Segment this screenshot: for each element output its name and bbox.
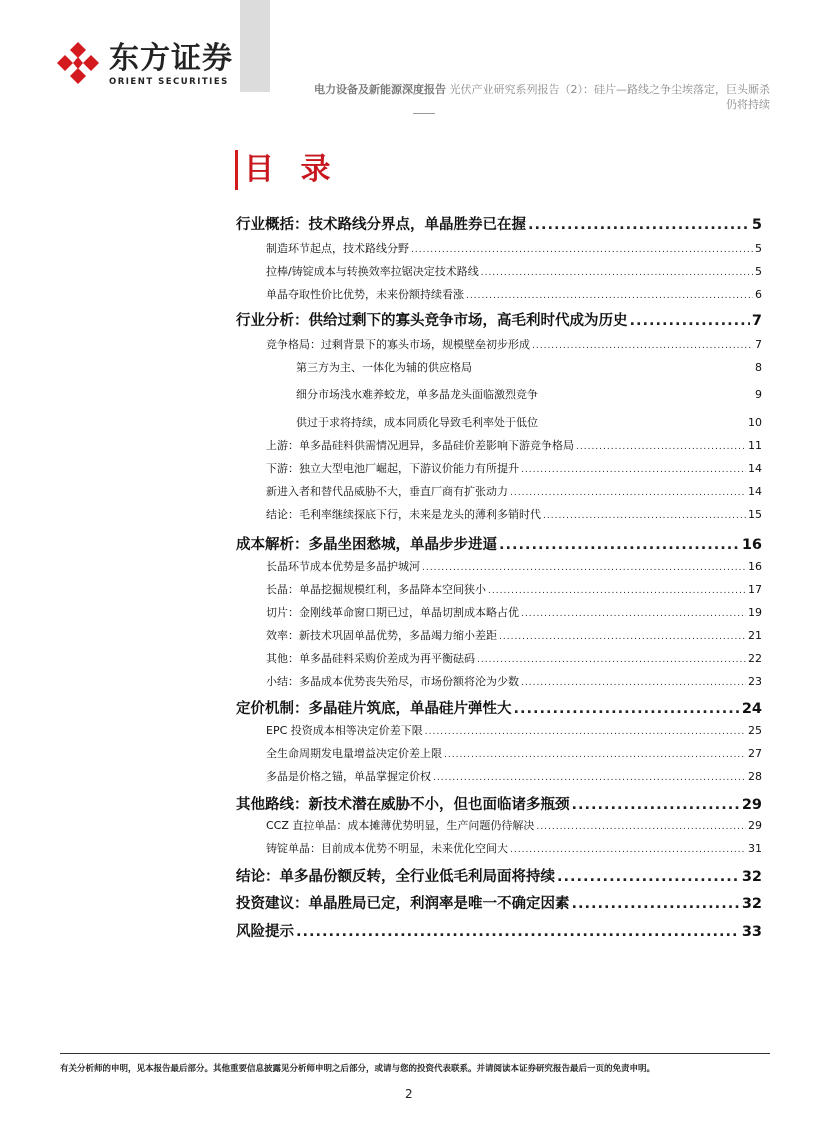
- report-title-line2: 仍将持续: [726, 98, 770, 111]
- toc-entry-leader: [499, 537, 740, 553]
- toc-subsection[interactable]: [236, 627, 762, 643]
- toc-subsection[interactable]: [236, 581, 762, 597]
- toc-subsection[interactable]: [236, 745, 762, 761]
- toc-entry-page: 24: [741, 701, 762, 717]
- toc-entry-page: 8: [755, 361, 762, 374]
- toc-entry-title: 细分市场浅水难养蛟龙，单多晶龙头面临激烈竞争: [296, 388, 538, 401]
- toc-entry-title: 投资建议：单晶胜局已定，利润率是唯一不确定因素: [236, 896, 570, 912]
- toc-entry-title: EPC 投资成本相等决定价差下限: [266, 724, 423, 737]
- toc-entry-page: 15: [748, 508, 762, 521]
- toc-subsection[interactable]: [236, 286, 762, 302]
- toc-entry-title: 成本解析：多晶坐困愁城，单晶步步进逼: [236, 537, 497, 553]
- logo-english-name: ORIENT SECURITIES: [109, 76, 229, 87]
- toc-entry-title: 定价机制：多晶硅片筑底，单晶硅片弹性大: [236, 701, 512, 717]
- toc-entry-title: 效率：新技术巩固单晶优势，多晶竭力缩小差距: [266, 629, 497, 642]
- toc-entry-leader: [296, 924, 740, 940]
- toc-entry-page: 23: [748, 675, 762, 688]
- toc-entry-leader: [481, 268, 753, 278]
- toc-entry-page: 5: [751, 217, 762, 233]
- toc-entry-leader: [510, 845, 746, 855]
- toc-subsection[interactable]: [236, 263, 762, 279]
- toc-entry-page: 5: [755, 242, 762, 255]
- toc-entry-leader: [543, 511, 746, 521]
- toc-section[interactable]: [236, 920, 762, 941]
- toc-entry-page: 31: [748, 842, 762, 855]
- toc-entry-title: 单晶夺取性价比优势，未来份额持续看涨: [266, 288, 464, 301]
- toc-entry-leader: [521, 678, 746, 688]
- toc-entry-title: 第三方为主、一体化为辅的供应格局: [296, 361, 472, 374]
- header-divider: [413, 113, 435, 114]
- report-header: [270, 82, 770, 112]
- toc-entry-title: 风险提示: [236, 924, 294, 940]
- toc-entry-page: 17: [748, 583, 762, 596]
- toc-entry-leader: [521, 609, 746, 619]
- toc-entry-leader: [514, 701, 740, 717]
- toc-subsection[interactable]: [236, 558, 762, 574]
- toc-entry-page: 33: [741, 924, 762, 940]
- toc-entry-title: 上游：单多晶硅料供需情况迥异，多晶硅价差影响下游竞争格局: [266, 439, 574, 452]
- toc-section[interactable]: [236, 213, 762, 234]
- toc-entry-leader: [532, 341, 753, 351]
- toc-section[interactable]: [236, 533, 762, 554]
- toc-subsection[interactable]: [236, 768, 762, 784]
- toc-subsection[interactable]: [236, 650, 762, 666]
- toc-entry-page: 27: [748, 747, 762, 760]
- toc-entry-page: 5: [755, 265, 762, 278]
- toc-entry-leader: [528, 217, 750, 233]
- toc-entry-title: 切片：金刚线革命窗口期已过，单晶切割成本略占优: [266, 606, 519, 619]
- toc-entry-page: 6: [755, 288, 762, 301]
- toc-entry-leader: [536, 822, 746, 832]
- toc-subsubsection[interactable]: [236, 414, 762, 430]
- toc-entry-page: 7: [755, 338, 762, 351]
- company-logo: [55, 40, 233, 90]
- toc-entry-leader: [557, 869, 740, 885]
- toc-entry-title: 下游：独立大型电池厂崛起，下游议价能力有所提升: [266, 462, 519, 475]
- toc-subsection[interactable]: [236, 604, 762, 620]
- toc-entry-page: 29: [741, 797, 762, 813]
- report-category: 电力设备及新能源深度报告: [314, 83, 446, 96]
- toc-subsection[interactable]: [236, 817, 762, 833]
- toc-entry-leader: [572, 797, 740, 813]
- toc-entry-leader: [488, 586, 746, 596]
- toc-entry-page: 32: [741, 869, 762, 885]
- toc-entry-leader: [576, 442, 746, 452]
- toc-entry-leader: [425, 727, 746, 737]
- toc-entry-page: 9: [755, 388, 762, 401]
- toc-entry-title: 行业分析：供给过剩下的寡头竞争市场，高毛利时代成为历史: [236, 313, 628, 329]
- toc-subsection[interactable]: [236, 336, 762, 352]
- toc-section[interactable]: [236, 793, 762, 814]
- toc-subsubsection[interactable]: [236, 359, 762, 375]
- toc-section[interactable]: [236, 892, 762, 913]
- toc-entry-leader: [572, 896, 740, 912]
- toc-entry-title: 其他路线：新技术潜在威胁不小，但也面临诸多瓶颈: [236, 797, 570, 813]
- toc-section[interactable]: [236, 309, 762, 330]
- toc-title: 目 录: [235, 150, 338, 190]
- toc-entry-leader: [466, 291, 753, 301]
- footer-disclaimer: 有关分析师的申明，见本报告最后部分。其他重要信息披露见分析师申明之后部分，或请与您的投资代表联系。并请阅读本证券研究报告最后一页的免责申明。: [60, 1064, 656, 1074]
- report-title-line1: 光伏产业研究系列报告（2）：硅片—路线之争尘埃落定，巨头厮杀: [449, 83, 770, 96]
- toc-entry-page: 29: [748, 819, 762, 832]
- toc-entry-page: 14: [748, 485, 762, 498]
- toc-subsection[interactable]: [236, 722, 762, 738]
- toc-entry-page: 16: [741, 537, 762, 553]
- toc-entry-leader: [521, 465, 746, 475]
- orient-logo-icon: [55, 40, 101, 90]
- toc-entry-page: 21: [748, 629, 762, 642]
- toc-entry-page: 10: [748, 416, 762, 429]
- page-number: 2: [405, 1087, 413, 1101]
- toc-entry-page: 16: [748, 560, 762, 573]
- toc-entry-page: 32: [741, 896, 762, 912]
- toc-entry-leader: [444, 750, 746, 760]
- toc-entry-title: 新进入者和替代品威胁不大，垂直厂商有扩张动力: [266, 485, 508, 498]
- toc-entry-title: 长晶环节成本优势是多晶护城河: [266, 560, 420, 573]
- toc-subsection[interactable]: [236, 483, 762, 499]
- toc-entry-leader: [433, 773, 746, 783]
- toc-entry-page: 25: [748, 724, 762, 737]
- toc-subsection[interactable]: [236, 840, 762, 856]
- toc-entry-leader: [499, 632, 746, 642]
- toc-subsection[interactable]: [236, 437, 762, 453]
- toc-entry-page: 7: [751, 313, 762, 329]
- toc-section[interactable]: [236, 697, 762, 718]
- toc-entry-title: CCZ 直拉单晶：成本摊薄优势明显，生产问题仍待解决: [266, 819, 535, 832]
- logo-chinese-name: 东方证券: [109, 40, 233, 76]
- toc-entry-page: 14: [748, 462, 762, 475]
- toc-subsection[interactable]: [236, 673, 762, 689]
- toc-entry-title: 拉棒/铸锭成本与转换效率拉锯决定技术路线: [266, 265, 479, 278]
- toc-entry-title: 其他：单多晶硅料采购价差成为再平衡砝码: [266, 652, 475, 665]
- toc-entry-page: 22: [748, 652, 762, 665]
- toc-entry-leader: [411, 245, 753, 255]
- toc-entry-leader: [477, 655, 746, 665]
- toc-subsection[interactable]: [236, 506, 762, 522]
- toc-entry-title: 全生命周期发电量增益决定价差上限: [266, 747, 442, 760]
- toc-entry-title: 结论：毛利率继续探底下行，未来是龙头的薄利多销时代: [266, 508, 541, 521]
- toc-entry-title: 行业概括：技术路线分界点，单晶胜券已在握: [236, 217, 526, 233]
- toc-entry-leader: [422, 563, 746, 573]
- toc-entry-page: 19: [748, 606, 762, 619]
- toc-entry-leader: [630, 313, 750, 329]
- toc-entry-title: 小结：多晶成本优势丧失殆尽，市场份额将沦为少数: [266, 675, 519, 688]
- toc-entry-title: 长晶：单晶挖掘规模红利，多晶降本空间狭小: [266, 583, 486, 596]
- toc-entry-title: 供过于求将持续，成本同质化导致毛利率处于低位: [296, 416, 538, 429]
- toc-section[interactable]: [236, 865, 762, 886]
- toc-entry-title: 多晶是价格之锚，单晶掌握定价权: [266, 770, 431, 783]
- toc-entry-page: 11: [748, 439, 762, 452]
- toc-entry-title: 结论：单多晶份额反转，全行业低毛利局面将持续: [236, 869, 555, 885]
- toc-subsection[interactable]: [236, 460, 762, 476]
- toc-entry-title: 竞争格局：过剩背景下的寡头市场，规模壁垒初步形成: [266, 338, 530, 351]
- footer-divider: [60, 1053, 770, 1054]
- toc-entry-title: 铸锭单晶：目前成本优势不明显，未来优化空间大: [266, 842, 508, 855]
- toc-subsubsection[interactable]: [236, 386, 762, 402]
- toc-entry-page: 28: [748, 770, 762, 783]
- toc-entry-title: 制造环节起点，技术路线分野: [266, 242, 409, 255]
- toc-subsection[interactable]: [236, 240, 762, 256]
- header-accent-bar: [240, 0, 270, 92]
- toc-entry-leader: [510, 488, 746, 498]
